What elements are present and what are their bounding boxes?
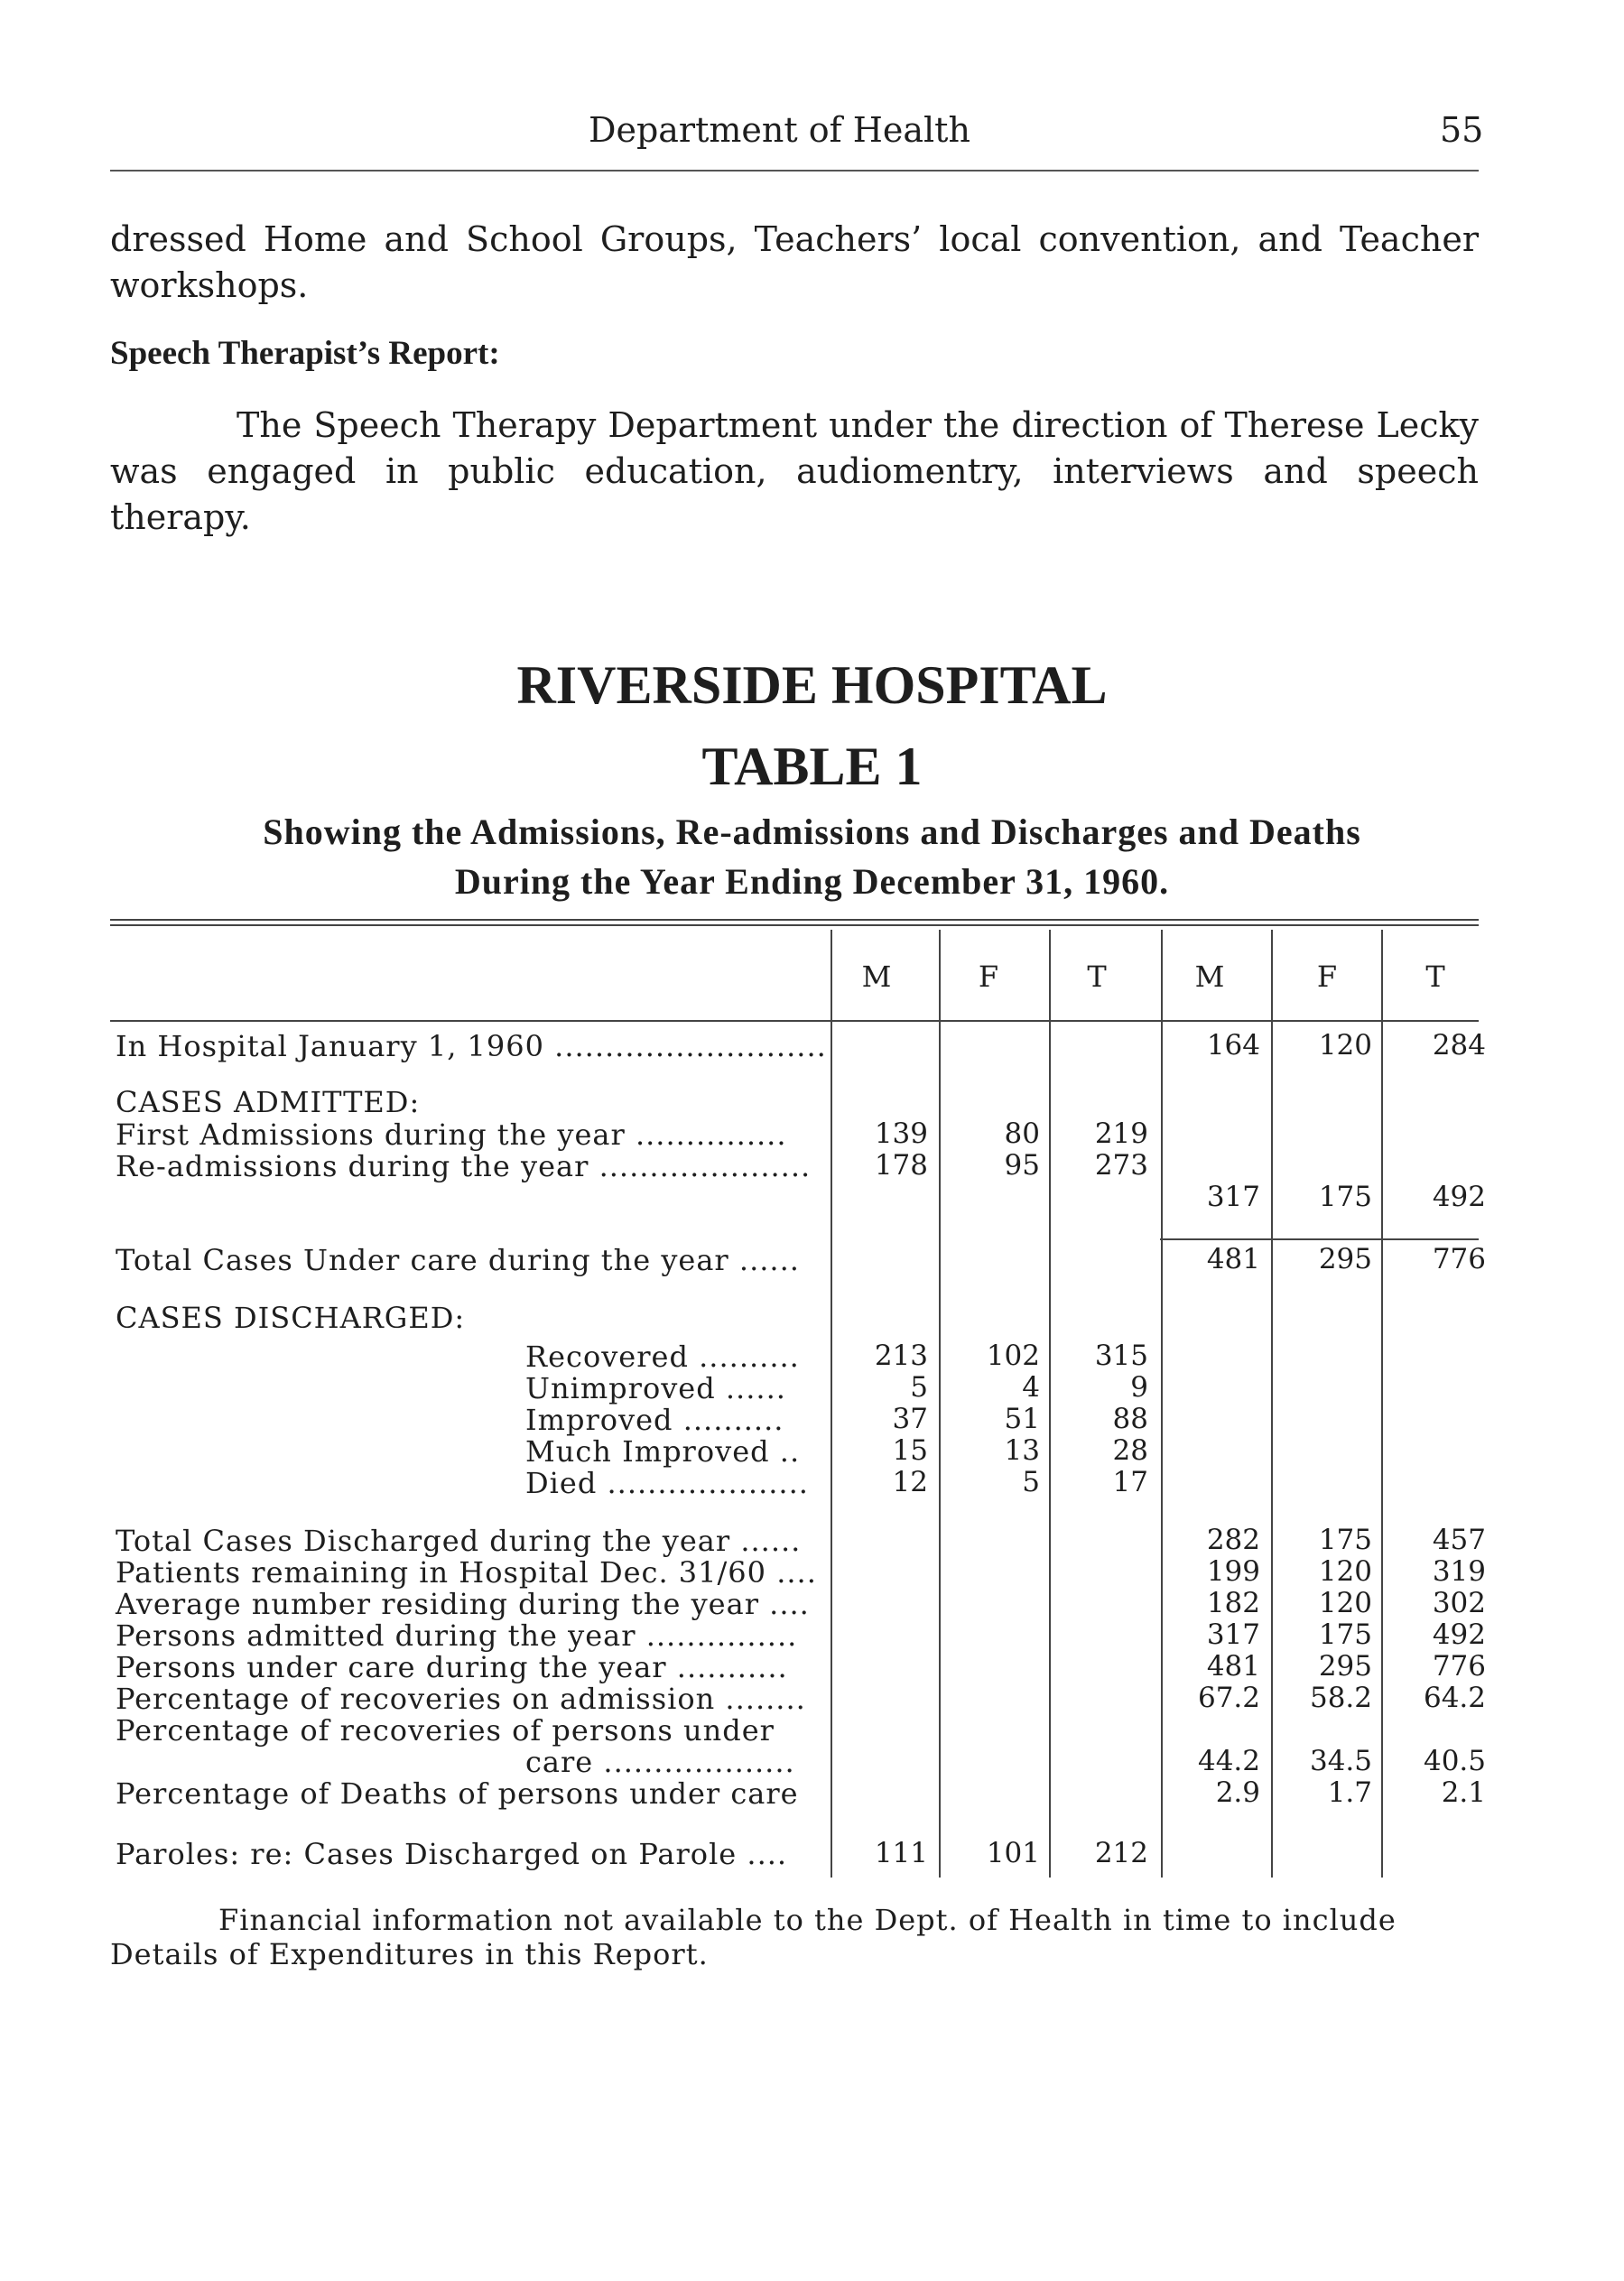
table-title-number: TABLE 1	[701, 737, 923, 796]
cell-pct-deaths-total-m: 2.9	[1215, 1776, 1260, 1809]
cell-much-improved-detail-t: 28	[1112, 1434, 1148, 1467]
table-title-hospital: RIVERSIDE HOSPITAL	[516, 655, 1108, 715]
cell-patients-remaining-total-m: 199	[1206, 1555, 1260, 1588]
cell-persons-admitted-total-t: 492	[1432, 1618, 1486, 1651]
row-label-paroles: Paroles: re: Cases Discharged on Parole ....	[116, 1837, 788, 1871]
cell-unimproved-detail-m: 5	[910, 1371, 928, 1404]
cell-persons-admitted-total-m: 317	[1206, 1618, 1260, 1651]
row-label-total-under-care: Total Cases Under care during the year ......	[116, 1243, 800, 1277]
cell-pct-recoveries-admission-total-f: 58.2	[1309, 1682, 1372, 1714]
cell-unimproved-detail-t: 9	[1130, 1371, 1148, 1404]
row-label-re-admissions: Re-admissions during the year .....................	[116, 1149, 812, 1183]
row-label-in-hospital-jan1: In Hospital January 1, 1960 ...........................	[116, 1029, 827, 1063]
cell-first-admissions-detail-f: 80	[1004, 1117, 1040, 1150]
cell-pct-recoveries-admission-total-t: 64.2	[1423, 1682, 1486, 1714]
row-label-pct-deaths: Percentage of Deaths of persons under care	[116, 1776, 799, 1811]
col-header-m2: M	[1194, 960, 1225, 994]
row-label-persons-admitted: Persons admitted during the year ...............	[116, 1618, 798, 1653]
cell-first-admissions-detail-m: 139	[874, 1117, 928, 1150]
column-rule-5	[1271, 930, 1273, 1878]
cell-total-under-care-total-m: 481	[1206, 1243, 1260, 1275]
cell-admitted-subtotal-total-m: 317	[1206, 1181, 1260, 1213]
table-subtitle-2: During the Year Ending December 31, 1960.	[454, 861, 1170, 902]
cell-much-improved-detail-f: 13	[1004, 1434, 1040, 1467]
cell-much-improved-detail-m: 15	[892, 1434, 928, 1467]
row-label-cases-admitted-heading: CASES ADMITTED:	[116, 1085, 421, 1119]
cell-persons-admitted-total-f: 175	[1318, 1618, 1372, 1651]
row-label-improved: Improved ..........	[525, 1403, 784, 1437]
cell-total-under-care-total-f: 295	[1318, 1243, 1372, 1275]
cell-pct-recoveries-admission-total-m: 67.2	[1197, 1682, 1260, 1714]
cell-total-discharged-total-t: 457	[1432, 1524, 1486, 1556]
table-header-rule	[110, 1020, 1479, 1022]
row-label-cases-discharged-heading: CASES DISCHARGED:	[116, 1301, 466, 1335]
row-label-first-admissions: First Admissions during the year ...............	[116, 1117, 787, 1152]
row-label-died: Died ....................	[525, 1466, 809, 1500]
cell-died-detail-f: 5	[1022, 1466, 1040, 1498]
header-rule	[110, 170, 1479, 172]
cell-paroles-detail-f: 101	[986, 1837, 1040, 1869]
page-number: 55	[1440, 110, 1484, 150]
row-label-persons-under-care: Persons under care during the year ...........	[116, 1650, 788, 1684]
cell-recovered-detail-t: 315	[1094, 1340, 1148, 1372]
cell-improved-detail-t: 88	[1112, 1403, 1148, 1435]
cell-admitted-subtotal-total-t: 492	[1432, 1181, 1486, 1213]
cell-died-detail-t: 17	[1112, 1466, 1148, 1498]
column-rule-6	[1381, 930, 1383, 1878]
speech-section-body: The Speech Therapy Department under the direction of Therese Lecky was engaged in public education, audiomentry, interviews and speech therapy.	[110, 405, 1479, 537]
cell-paroles-detail-t: 212	[1094, 1837, 1148, 1869]
cell-average-residing-total-m: 182	[1206, 1587, 1260, 1619]
cell-re-admissions-detail-f: 95	[1004, 1149, 1040, 1182]
cell-persons-under-care-total-f: 295	[1318, 1650, 1372, 1683]
intro-paragraph: dressed Home and School Groups, Teachers’ local convention, and Teacher workshops.	[110, 219, 1479, 305]
cell-unimproved-detail-f: 4	[1022, 1371, 1040, 1404]
col-header-m1: M	[861, 960, 892, 994]
cell-improved-detail-m: 37	[892, 1403, 928, 1435]
table-top-rule-double	[110, 924, 1479, 926]
cell-persons-under-care-total-t: 776	[1432, 1650, 1486, 1683]
cell-patients-remaining-total-t: 319	[1432, 1555, 1486, 1588]
col-header-t1: T	[1087, 960, 1107, 994]
cell-first-admissions-detail-t: 219	[1094, 1117, 1148, 1150]
cell-re-admissions-detail-t: 273	[1094, 1149, 1148, 1182]
col-header-f2: F	[1316, 960, 1338, 994]
row-label-average-residing: Average number residing during the year ....	[116, 1587, 810, 1621]
cell-improved-detail-f: 51	[1004, 1403, 1040, 1435]
cell-pct-recoveries-under-care-total-f: 34.5	[1309, 1745, 1372, 1777]
cell-total-discharged-total-f: 175	[1318, 1524, 1372, 1556]
column-rule-4	[1161, 930, 1163, 1878]
cell-admitted-subtotal-total-f: 175	[1318, 1181, 1372, 1213]
row-label-pct-recoveries-admission: Percentage of recoveries on admission ........	[116, 1682, 806, 1716]
cell-recovered-detail-f: 102	[986, 1340, 1040, 1372]
row-label-unimproved: Unimproved ......	[525, 1371, 786, 1405]
cell-pct-deaths-total-t: 2.1	[1441, 1776, 1486, 1809]
cell-re-admissions-detail-m: 178	[874, 1149, 928, 1182]
running-title: Department of Health	[589, 110, 970, 150]
row-label-recovered: Recovered ..........	[525, 1340, 800, 1374]
cell-in-hospital-jan1-total-f: 120	[1318, 1029, 1372, 1062]
row-label-patients-remaining: Patients remaining in Hospital Dec. 31/60 ....	[116, 1555, 817, 1590]
cell-average-residing-total-f: 120	[1318, 1587, 1372, 1619]
cell-in-hospital-jan1-total-t: 284	[1432, 1029, 1486, 1062]
cell-died-detail-m: 12	[892, 1466, 928, 1498]
table-subtitle-1: Showing the Admissions, Re-admissions and Discharges and Deaths	[263, 811, 1361, 852]
cell-in-hospital-jan1-total-m: 164	[1206, 1029, 1260, 1062]
col-header-t2: T	[1425, 960, 1445, 994]
row-label-much-improved: Much Improved ..	[525, 1434, 801, 1469]
col-header-f1: F	[978, 960, 999, 994]
cell-total-discharged-total-m: 282	[1206, 1524, 1260, 1556]
row-label-pct-recoveries-under-care-line1: Percentage of recoveries of persons under	[116, 1713, 775, 1748]
cell-patients-remaining-total-f: 120	[1318, 1555, 1372, 1588]
speech-section-heading: Speech Therapist’s Report:	[110, 335, 500, 372]
cell-total-under-care-total-t: 776	[1432, 1243, 1486, 1275]
table-top-rule	[110, 919, 1479, 921]
cell-pct-deaths-total-f: 1.7	[1327, 1776, 1372, 1809]
cell-recovered-detail-m: 213	[874, 1340, 928, 1372]
cell-average-residing-total-t: 302	[1432, 1587, 1486, 1619]
footer-note: Financial information not available to the Dept. of Health in time to include Details of Expenditures in this Report.	[110, 1903, 1397, 1971]
subtotal-rule	[1160, 1238, 1479, 1240]
cell-persons-under-care-total-m: 481	[1206, 1650, 1260, 1683]
row-label-pct-recoveries-under-care: care ...................	[525, 1745, 795, 1779]
cell-pct-recoveries-under-care-total-m: 44.2	[1197, 1745, 1260, 1777]
cell-paroles-detail-m: 111	[874, 1837, 928, 1869]
cell-pct-recoveries-under-care-total-t: 40.5	[1423, 1745, 1486, 1777]
row-label-total-discharged: Total Cases Discharged during the year ......	[116, 1524, 802, 1558]
